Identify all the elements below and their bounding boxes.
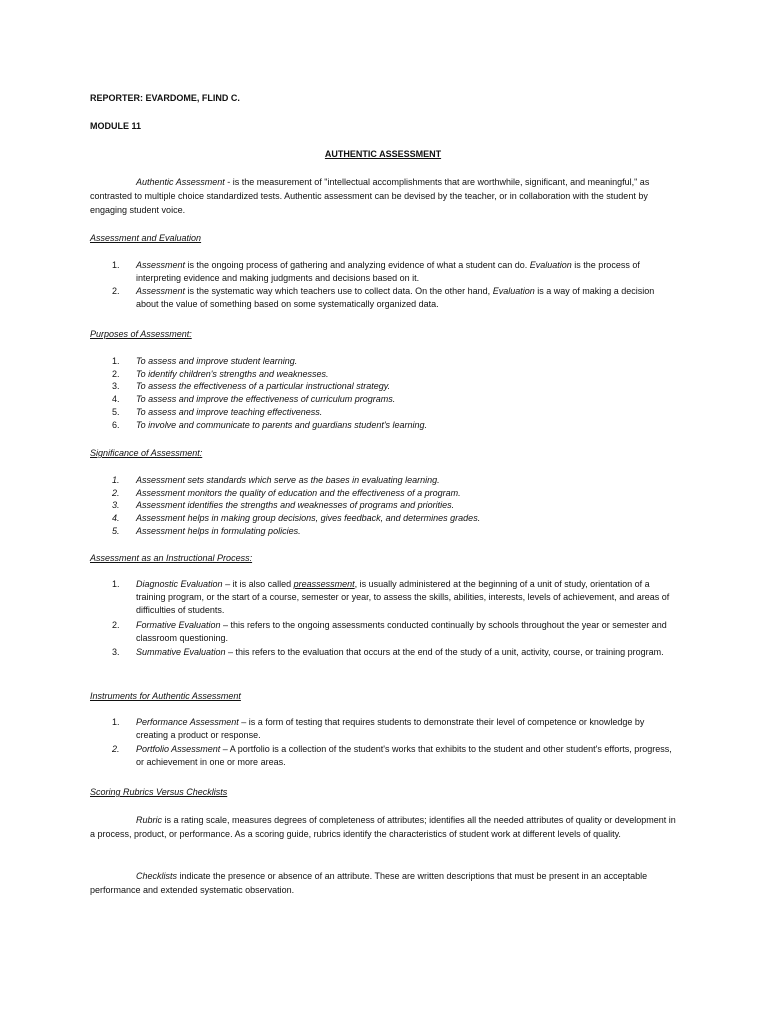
section-heading-rubrics: Scoring Rubrics Versus Checklists [90, 787, 228, 797]
list-item: 4. Assessment helps in making group decisions, gives feedback, and determines grades. [112, 513, 481, 524]
list-item: 1. Assessment is the ongoing process of gathering and analyzing evidence of what a student can do. Evaluation is the process of interpreting evidence and making judgments and decisions based on it. [112, 260, 640, 283]
list-item: 1. Diagnostic Evaluation – it is also called preassessment, is usually administered at the beginning of a unit of study, orientation of a training program, or the start of a course, semester or year, to assess the skills, abilities, interests, levels of achievement, and areas of difficulties of students. [112, 579, 670, 615]
purposes-list [90, 355, 676, 431]
module-line: MODULE 11 [90, 121, 142, 131]
list-item: 3. Summative Evaluation – this refers to the evaluation that occurs at the end of the study of a unit, activity, course, or training program. [112, 647, 664, 657]
list-item: 2. Portfolio Assessment – A portfolio is a collection of the student's works that exhibits to the student and other student's efforts, progress, or achievement in one or more areas. [112, 744, 672, 767]
intro-text: - is the measurement of "intellectual accomplishments that are worthwhile, significant, and meaningful," as contrasted to multiple choice standardized tests. Authentic assessment can be devised by the teacher, or in collaboration with the student by engaging student voice. [90, 177, 650, 215]
list-item: 1. Performance Assessment – is a form of testing that requires students to demonstrate their level of competence or knowledge by creating a product or response. [112, 717, 645, 740]
instruments-list [90, 716, 676, 769]
list-item: 2. To identify children's strengths and weaknesses. [112, 368, 329, 379]
list-item: 4. To assess and improve the effectiveness of curriculum programs. [112, 394, 396, 405]
list-item: 1. To assess and improve student learning. [112, 356, 298, 366]
checklist-paragraph: Checklists indicate the presence or absence of an attribute. These are written descriptions that must be present in an acceptable performance and extended systematic observation. [90, 871, 648, 895]
instructional-list [90, 578, 676, 659]
document-title: AUTHENTIC ASSESSMENT [324, 149, 442, 159]
intro-term: Authentic Assessment [136, 177, 225, 187]
list-item: 2. Assessment is the systematic way which teachers use to collect data. On the other hand, Evaluation is a way of making a decision about the value of something based on some systematically organized data. [112, 286, 655, 309]
rubric-paragraph: Rubric is a rating scale, measures degrees of completeness of attributes; identifies all the needed attributes of quality or development in a process, product, or performance. As a scoring guide, rubrics identify the characteristics of student work at different levels of quality. [90, 815, 676, 839]
section-heading-significance: Significance of Assessment: [90, 448, 203, 458]
list-item: 6. To involve and communicate to parents and guardians student's learning. [112, 419, 428, 430]
list-item: 3. Assessment identifies the strengths and weaknesses of programs and priorities. [112, 500, 455, 511]
list-item: 3. To assess the effectiveness of a particular instructional strategy. [112, 381, 391, 392]
reporter-line: REPORTER: EVARDOME, FLIND C. [90, 93, 240, 103]
section-heading-instructional: Assessment as an Instructional Process: [90, 553, 253, 563]
list-item: 1. Assessment sets standards which serve as the bases in evaluating learning. [112, 475, 440, 485]
assessment-evaluation-list [90, 259, 676, 311]
list-item: 5. To assess and improve teaching effectiveness. [112, 406, 323, 417]
section-heading-purposes: Purposes of Assessment: [90, 329, 192, 339]
section-heading-assessment-evaluation: Assessment and Evaluation [90, 233, 202, 243]
significance-list [90, 474, 676, 538]
intro-paragraph [90, 175, 676, 217]
list-item: 5. Assessment helps in formulating policies. [112, 525, 301, 536]
list-item: 2. Assessment monitors the quality of education and the effectiveness of a program. [112, 487, 461, 498]
section-heading-instruments: Instruments for Authentic Assessment [90, 691, 241, 701]
list-item: 2. Formative Evaluation – this refers to the ongoing assessments conducted continually by schools throughout the year or semester and classroom questioning. [112, 620, 667, 643]
